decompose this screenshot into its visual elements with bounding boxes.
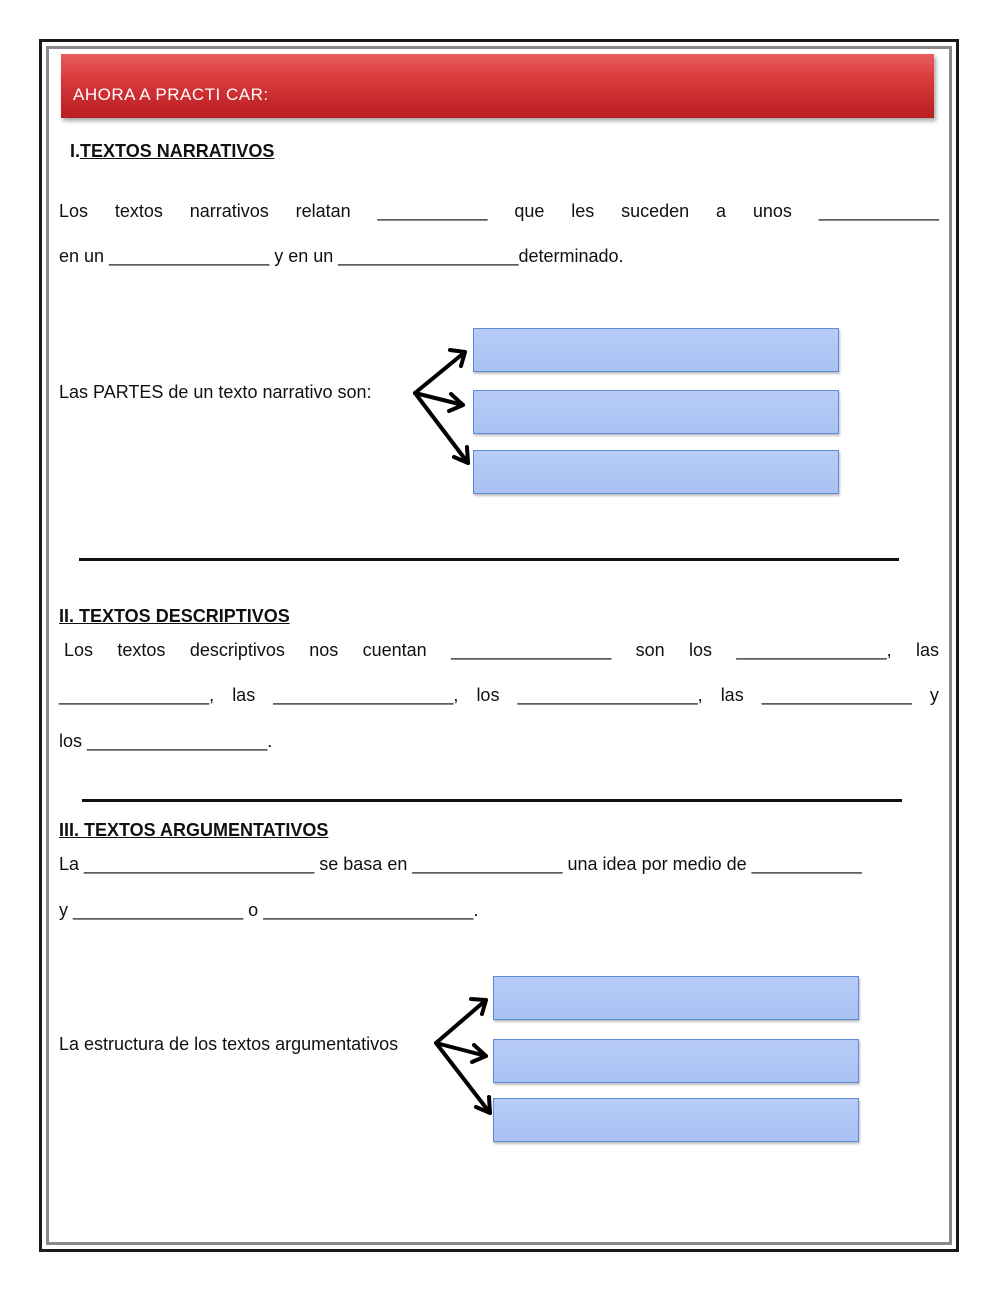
word: relatan <box>295 201 351 221</box>
blank-field[interactable]: ________________ <box>451 640 612 660</box>
blank-field[interactable]: __________________, <box>273 685 459 705</box>
word: y <box>929 685 939 705</box>
word: las <box>915 640 939 660</box>
word: los <box>689 640 713 660</box>
word: nos <box>309 640 339 660</box>
argumentativo-structure-box-3[interactable] <box>493 1098 859 1142</box>
narrativo-part-box-2[interactable] <box>473 390 839 434</box>
section-argumentativos-title: III. TEXTOS ARGUMENTATIVOS <box>59 820 329 840</box>
section-descriptivos-title: II. TEXTOS DESCRIPTIVOS <box>59 606 290 626</box>
blank-field[interactable]: _______________, <box>59 685 215 705</box>
arrows-icon <box>426 990 496 1120</box>
arrows-icon <box>405 340 475 470</box>
word: a <box>716 201 727 221</box>
narrativo-part-box-1[interactable] <box>473 328 839 372</box>
word: los <box>476 685 500 705</box>
word: Los <box>59 201 89 221</box>
word: narrativos <box>189 201 269 221</box>
blank-field[interactable]: _______________ <box>761 685 912 705</box>
narrativo-parts-label: Las PARTES de un texto narrativo son: <box>59 382 372 402</box>
word: textos <box>117 640 166 660</box>
argumentativos-sentence-line-2: y _________________ o _____________________. <box>59 900 479 920</box>
narrativos-sentence-line-2: en un ________________ y en un __________________determinado. <box>59 246 624 266</box>
banner-title: AHORA A PRACTI CAR: <box>73 85 269 104</box>
blank-field[interactable]: __________________, <box>517 685 703 705</box>
word: cuentan <box>362 640 427 660</box>
word: las <box>720 685 744 705</box>
section-narrativos-heading <box>70 141 274 162</box>
argumentativo-structure-box-1[interactable] <box>493 976 859 1020</box>
word: descriptivos <box>189 640 285 660</box>
word: suceden <box>621 201 690 221</box>
argumentativo-structure-box-2[interactable] <box>493 1039 859 1083</box>
narrativos-sentence-line-1 <box>59 201 939 222</box>
blank-field[interactable]: ___________ <box>377 201 488 221</box>
section-narrativos-title: TEXTOS NARRATIVOS <box>80 141 275 161</box>
word: son <box>635 640 665 660</box>
word: las <box>232 685 256 705</box>
argumentativo-structure-label: La estructura de los textos argumentativos <box>59 1034 399 1054</box>
narrativo-part-box-3[interactable] <box>473 450 839 494</box>
section-narrativos-prefix: I. <box>70 141 81 161</box>
header-banner <box>61 54 934 118</box>
blank-field[interactable]: ____________ <box>818 201 939 221</box>
word: les <box>571 201 595 221</box>
blank-field[interactable]: _______________, <box>736 640 892 660</box>
descriptivos-sentence-line-3: los __________________. <box>59 731 273 751</box>
argumentativos-sentence-line-1: La _______________________ se basa en _______________ una idea por medio de ___________ <box>59 854 862 874</box>
section-divider <box>79 558 899 561</box>
descriptivos-sentence-line-1 <box>64 640 939 661</box>
descriptivos-sentence-line-2 <box>59 685 939 706</box>
word: Los <box>64 640 94 660</box>
section-divider <box>82 799 902 802</box>
word: textos <box>114 201 163 221</box>
word: que <box>514 201 545 221</box>
word: unos <box>752 201 792 221</box>
